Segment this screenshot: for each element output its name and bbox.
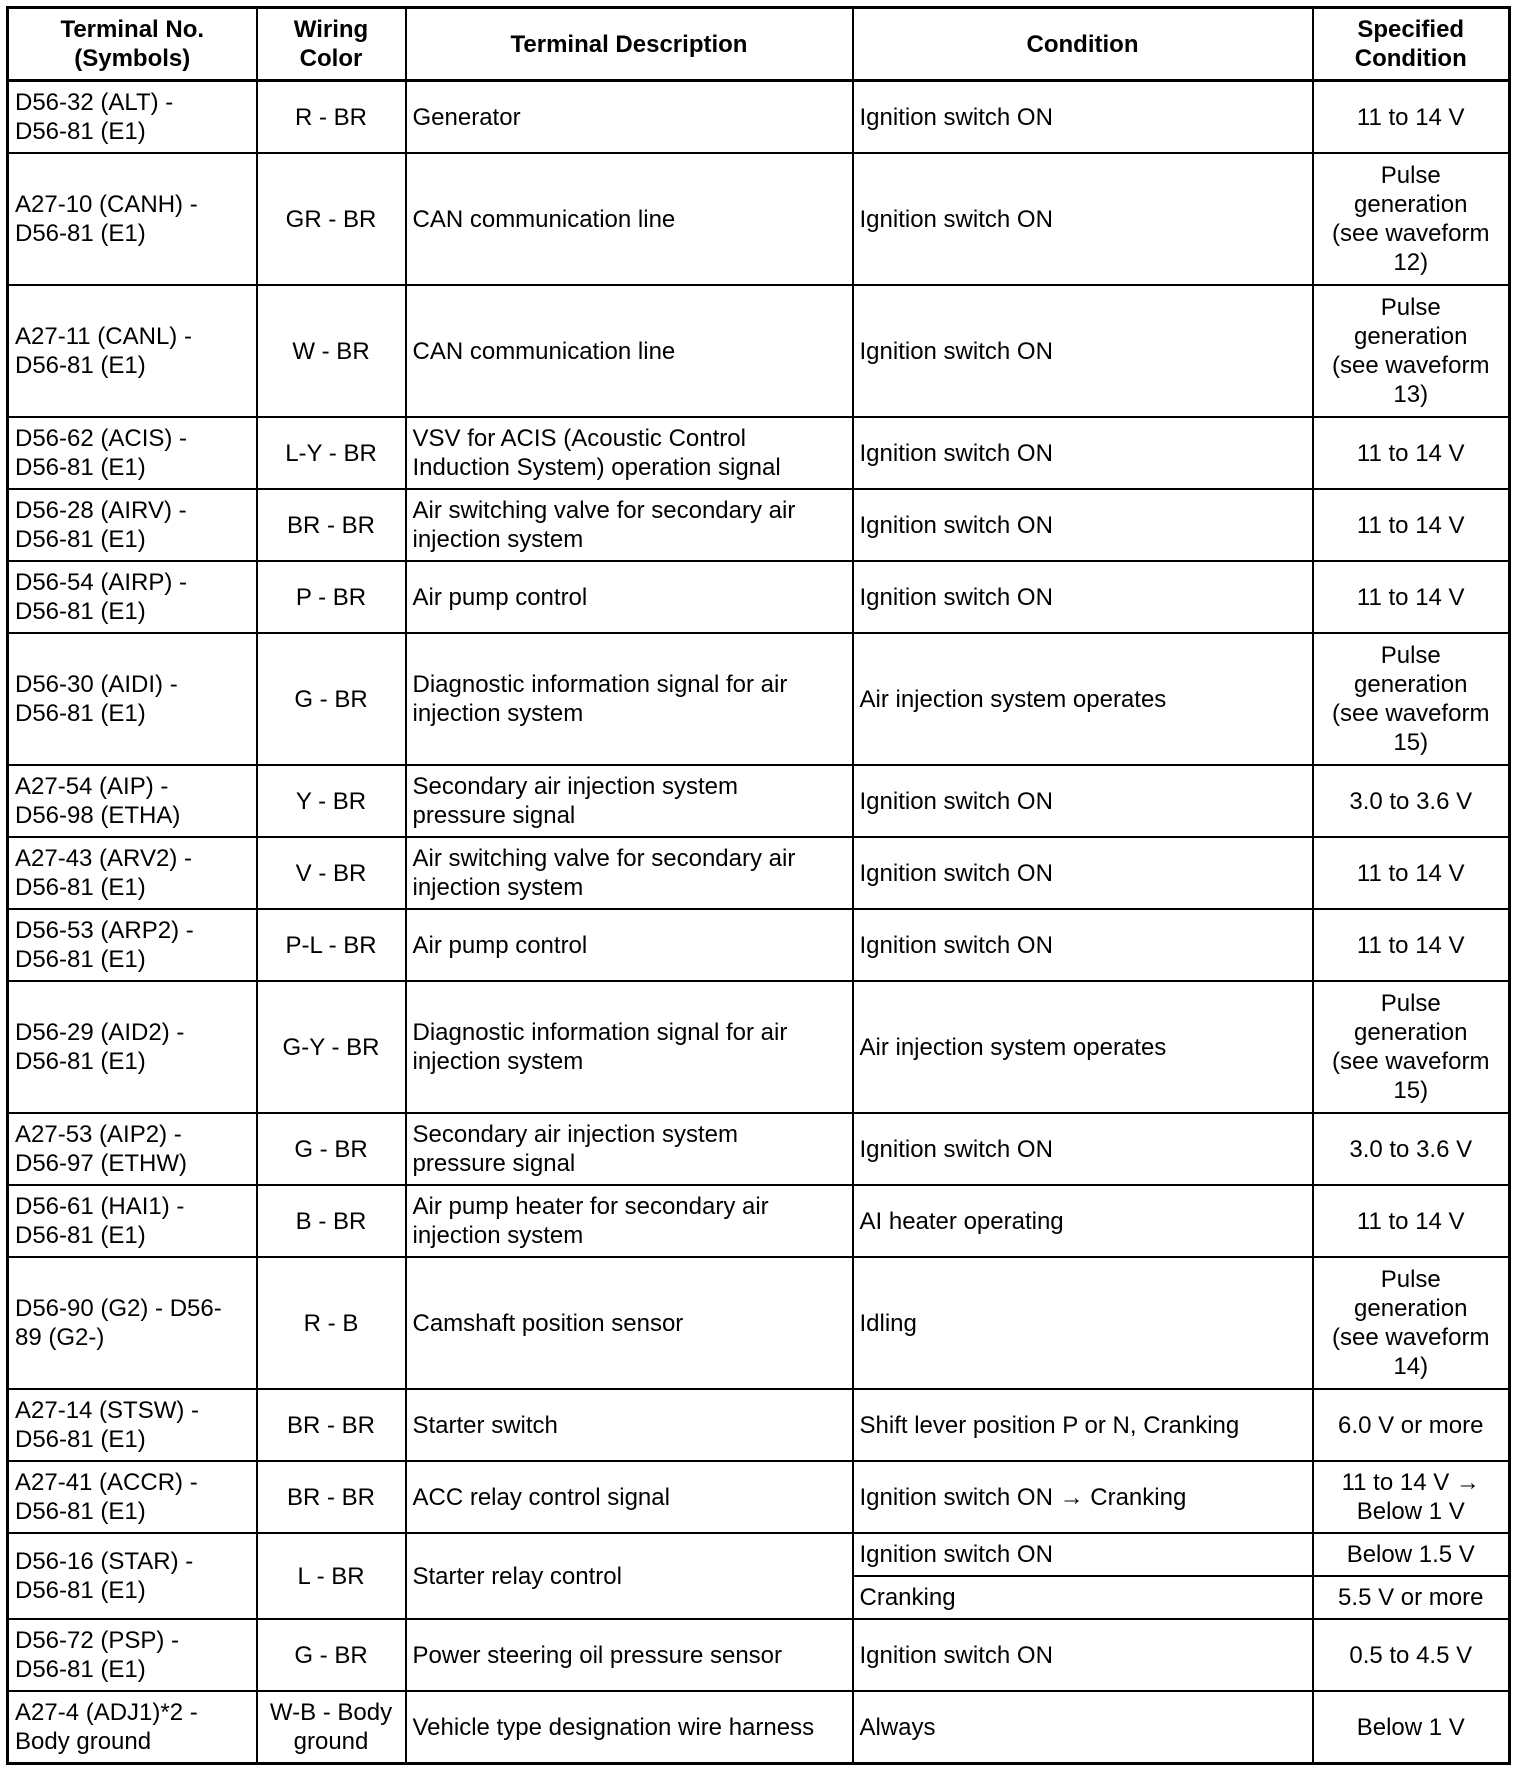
specified-cell: 11 to 14 V (1313, 561, 1510, 633)
description-cell: ACC relay control signal (406, 1461, 853, 1533)
description-cell: CAN communication line (406, 285, 853, 417)
specified-cell: 11 to 14 V → Below 1 V (1313, 1461, 1510, 1533)
condition-cell: Air injection system operates (853, 981, 1313, 1113)
description-cell: Generator (406, 81, 853, 154)
wiring-cell: L-Y - BR (257, 417, 406, 489)
condition-cell: Ignition switch ON (853, 417, 1313, 489)
description-cell: Diagnostic information signal for air injection system (406, 981, 853, 1113)
terminal-cell: D56-72 (PSP) - D56-81 (E1) (8, 1619, 257, 1691)
specified-cell: 11 to 14 V (1313, 1185, 1510, 1257)
condition-cell: Idling (853, 1257, 1313, 1389)
description-cell: Vehicle type designation wire harness (406, 1691, 853, 1764)
wiring-cell: L - BR (257, 1533, 406, 1619)
terminal-cell: D56-28 (AIRV) - D56-81 (E1) (8, 489, 257, 561)
condition-cell: Ignition switch ON (853, 561, 1313, 633)
wiring-cell: BR - BR (257, 1389, 406, 1461)
description-cell: Air pump control (406, 909, 853, 981)
table-row (8, 837, 1510, 909)
description-cell: Starter switch (406, 1389, 853, 1461)
condition-cell: Air injection system operates (853, 633, 1313, 765)
table-row (8, 417, 1510, 489)
condition-cell: Ignition switch ON → Cranking (853, 1461, 1313, 1533)
wiring-cell: BR - BR (257, 489, 406, 561)
terminal-cell: D56-90 (G2) - D56- 89 (G2-) (8, 1257, 257, 1389)
wiring-cell: G - BR (257, 1113, 406, 1185)
terminal-cell: A27-11 (CANL) - D56-81 (E1) (8, 285, 257, 417)
condition-cell: Ignition switch ON (853, 285, 1313, 417)
condition-cell: Ignition switch ON (853, 1619, 1313, 1691)
terminal-cell: D56-32 (ALT) - D56-81 (E1) (8, 81, 257, 154)
condition-cell: Ignition switch ON (853, 1113, 1313, 1185)
description-cell: Air pump heater for secondary air injection system (406, 1185, 853, 1257)
table-row (8, 909, 1510, 981)
specified-cell: 3.0 to 3.6 V (1313, 1113, 1510, 1185)
terminal-cell: A27-14 (STSW) - D56-81 (E1) (8, 1389, 257, 1461)
terminal-cell: D56-30 (AIDI) - D56-81 (E1) (8, 633, 257, 765)
wiring-cell: P-L - BR (257, 909, 406, 981)
header-wiring: Wiring Color (257, 8, 406, 81)
condition-cell: Ignition switch ON (853, 489, 1313, 561)
specified-cell: Pulse generation (see waveform 15) (1313, 633, 1510, 765)
specified-cell: 5.5 V or more (1313, 1576, 1510, 1619)
table-row (8, 489, 1510, 561)
description-cell: Air pump control (406, 561, 853, 633)
wiring-cell: R - B (257, 1257, 406, 1389)
specified-cell: 11 to 14 V (1313, 417, 1510, 489)
condition-cell: Ignition switch ON (853, 153, 1313, 285)
table-row (8, 153, 1510, 285)
wiring-cell: R - BR (257, 81, 406, 154)
terminal-cell: A27-53 (AIP2) - D56-97 (ETHW) (8, 1113, 257, 1185)
specified-cell: 6.0 V or more (1313, 1389, 1510, 1461)
wiring-cell: G-Y - BR (257, 981, 406, 1113)
condition-cell: Ignition switch ON (853, 909, 1313, 981)
specified-cell: Pulse generation (see waveform 12) (1313, 153, 1510, 285)
wiring-cell: G - BR (257, 1619, 406, 1691)
specified-cell: Pulse generation (see waveform 15) (1313, 981, 1510, 1113)
table-row (8, 1533, 1510, 1576)
condition-cell: Ignition switch ON (853, 1533, 1313, 1576)
description-cell: Secondary air injection system pressure signal (406, 1113, 853, 1185)
condition-cell: Always (853, 1691, 1313, 1764)
table-row (8, 981, 1510, 1113)
header-description: Terminal Description (406, 8, 853, 81)
condition-cell: Shift lever position P or N, Cranking (853, 1389, 1313, 1461)
table-row (8, 1113, 1510, 1185)
table-row (8, 81, 1510, 154)
description-cell: Power steering oil pressure sensor (406, 1619, 853, 1691)
description-cell: Starter relay control (406, 1533, 853, 1619)
terminal-cell: A27-10 (CANH) - D56-81 (E1) (8, 153, 257, 285)
specified-cell: 0.5 to 4.5 V (1313, 1619, 1510, 1691)
specified-cell: Below 1.5 V (1313, 1533, 1510, 1576)
header-specified: Specified Condition (1313, 8, 1510, 81)
table-row (8, 285, 1510, 417)
table-row (8, 765, 1510, 837)
terminal-cell: D56-29 (AID2) - D56-81 (E1) (8, 981, 257, 1113)
header-row (8, 8, 1510, 81)
description-cell: Air switching valve for secondary air injection system (406, 837, 853, 909)
description-cell: Diagnostic information signal for air injection system (406, 633, 853, 765)
table-row (8, 1619, 1510, 1691)
specified-cell: Pulse generation (see waveform 14) (1313, 1257, 1510, 1389)
terminal-cell: A27-41 (ACCR) - D56-81 (E1) (8, 1461, 257, 1533)
wiring-cell: GR - BR (257, 153, 406, 285)
wiring-cell: G - BR (257, 633, 406, 765)
specified-cell: 11 to 14 V (1313, 489, 1510, 561)
condition-cell: Ignition switch ON (853, 837, 1313, 909)
condition-cell: AI heater operating (853, 1185, 1313, 1257)
condition-cell: Cranking (853, 1576, 1313, 1619)
wiring-cell: W-B - Body ground (257, 1691, 406, 1764)
table-row (8, 1257, 1510, 1389)
specified-cell: 11 to 14 V (1313, 81, 1510, 154)
table-row (8, 1389, 1510, 1461)
table-row (8, 1691, 1510, 1764)
header-terminal: Terminal No. (Symbols) (8, 8, 257, 81)
terminal-cell: A27-54 (AIP) - D56-98 (ETHA) (8, 765, 257, 837)
wiring-cell: P - BR (257, 561, 406, 633)
terminal-cell: D56-62 (ACIS) - D56-81 (E1) (8, 417, 257, 489)
terminal-cell: D56-61 (HAI1) - D56-81 (E1) (8, 1185, 257, 1257)
terminal-cell: D56-16 (STAR) - D56-81 (E1) (8, 1533, 257, 1619)
description-cell: CAN communication line (406, 153, 853, 285)
condition-cell: Ignition switch ON (853, 81, 1313, 154)
wiring-cell: B - BR (257, 1185, 406, 1257)
condition-cell: Ignition switch ON (853, 765, 1313, 837)
description-cell: Air switching valve for secondary air injection system (406, 489, 853, 561)
table-row (8, 561, 1510, 633)
terminal-cell: A27-4 (ADJ1)*2 - Body ground (8, 1691, 257, 1764)
terminal-cell: A27-43 (ARV2) - D56-81 (E1) (8, 837, 257, 909)
description-cell: Secondary air injection system pressure signal (406, 765, 853, 837)
specified-cell: 11 to 14 V (1313, 909, 1510, 981)
table-row (8, 1185, 1510, 1257)
table-row (8, 1461, 1510, 1533)
description-cell: Camshaft position sensor (406, 1257, 853, 1389)
specified-cell: Below 1 V (1313, 1691, 1510, 1764)
specified-cell: Pulse generation (see waveform 13) (1313, 285, 1510, 417)
terminal-cell: D56-53 (ARP2) - D56-81 (E1) (8, 909, 257, 981)
header-condition: Condition (853, 8, 1313, 81)
wiring-cell: Y - BR (257, 765, 406, 837)
specified-cell: 3.0 to 3.6 V (1313, 765, 1510, 837)
wiring-cell: V - BR (257, 837, 406, 909)
description-cell: VSV for ACIS (Acoustic Control Induction System) operation signal (406, 417, 853, 489)
wiring-cell: W - BR (257, 285, 406, 417)
table-row (8, 633, 1510, 765)
wiring-cell: BR - BR (257, 1461, 406, 1533)
terminal-spec-table (6, 6, 1511, 1765)
terminal-cell: D56-54 (AIRP) - D56-81 (E1) (8, 561, 257, 633)
specified-cell: 11 to 14 V (1313, 837, 1510, 909)
